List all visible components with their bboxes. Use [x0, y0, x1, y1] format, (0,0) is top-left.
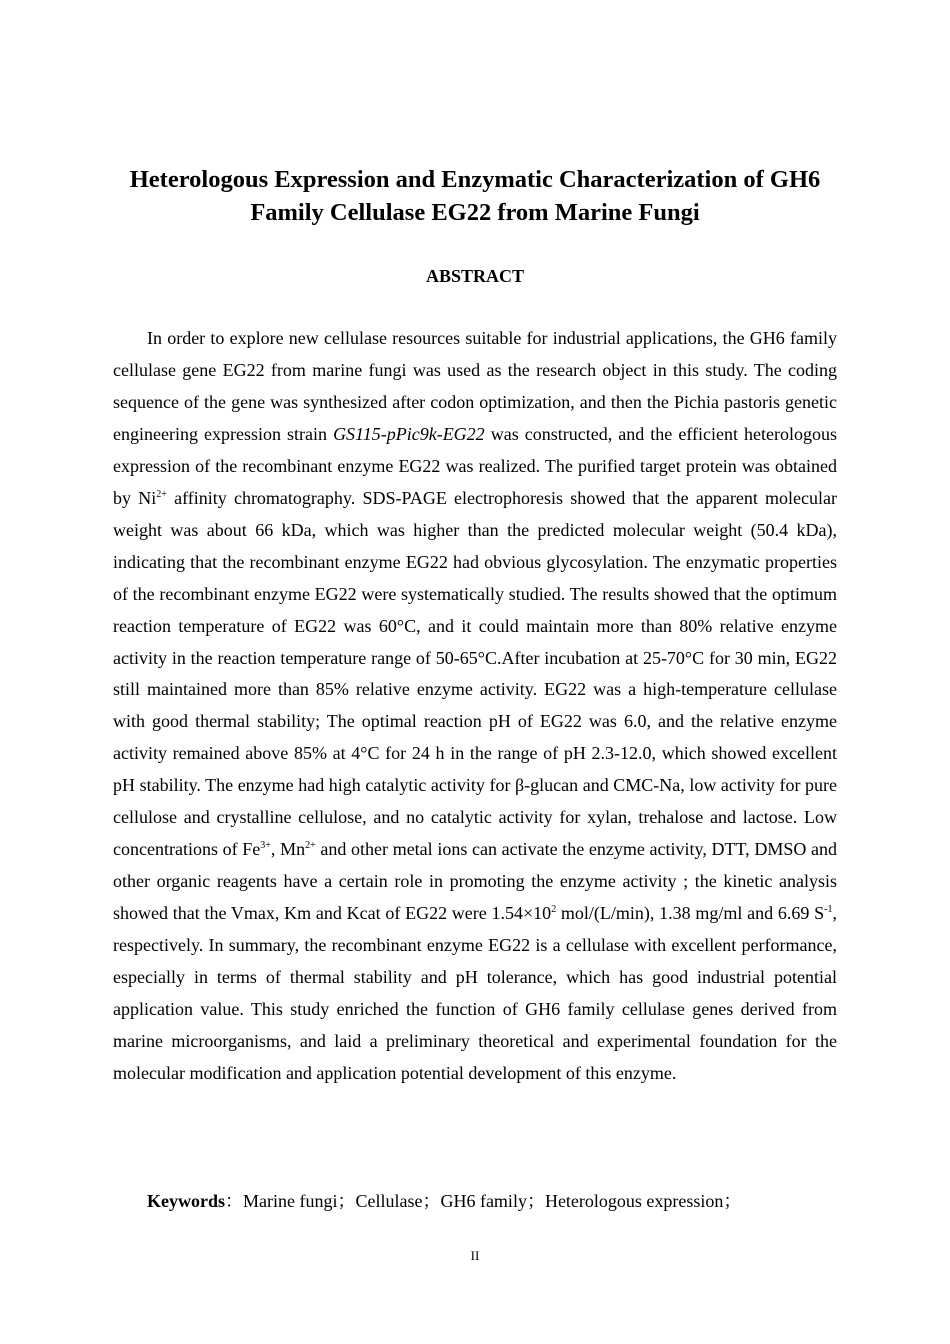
- abstract-text-7: , respectively. In summary, the recombinant enzyme EG22 is a cellulase with excellent performance, especially in terms of thermal stability and pH tolerance, which has good industrial potential application value. This study enriched the function of GH6 family cellulase genes derived from marine microorganisms, and laid a preliminary theoretical and experimental foundation for the molecular modification and application potential development of this enzyme.: [113, 903, 838, 1083]
- paper-title-line-1: Heterologous Expression and Enzymatic Characterization of GH6: [129, 166, 821, 193]
- keywords-line: [147, 1188, 847, 1214]
- paper-title-line-2: Family Cellulase EG22 from Marine Fungi: [250, 199, 700, 226]
- abstract-text-1: In order to explore new cellulase resources suitable for industrial applications, the GH6 family cellulase gene EG22 from marine fungi was used as the research object in this study. The coding sequence of the gene was synthesized after codon optimization, and then the Pichia pastoris genetic engineering expression strain: [113, 328, 837, 444]
- ni-charge-superscript: 2+: [156, 488, 167, 500]
- abstract-text-5: and other metal ions can activate the enzyme activity, DTT, DMSO and other organic reagents have a certain role in promoting the enzyme activity ; the kinetic analysis showed that the Vmax, Km and Kcat of EG22 were 1.54×10: [113, 839, 837, 924]
- mn-charge-superscript: 2+: [305, 840, 316, 852]
- keywords-label: Keywords: [147, 1191, 225, 1211]
- abstract-text-3: affinity chromatography. SDS-PAGE electrophoresis showed that the apparent molecular weight was about 66 kDa, which was higher than the predicted molecular weight (50.4 kDa), indicating that the recombinant enzyme EG22 had obvious glycosylation. The enzymatic properties of the recombinant enzyme EG22 were systematically studied. The results showed that the optimum reaction temperature of EG22 was 60°C, and it could maintain more than 80% relative enzyme activity in the reaction temperature range of 50-65°C.After incubation at 25-70°C for 30 min, EG22 still maintained more than 85% relative enzyme activity. EG22 was a high-temperature cellulase with good thermal stability; The optimal reaction pH of EG22 was 6.0, and the relative enzyme activity remained above 85% at 4°C for 24 h in the range of pH 2.3-12.0, which showed excellent pH stability. The enzyme had high catalytic activity for β-glucan and CMC-Na, low activity for pure cellulose and crystalline cellulose, and no catalytic activity for xylan, trehalose and lactose. Low concentrations of Fe: [113, 487, 837, 860]
- abstract-text-6: mol/(L/min), 1.38 mg/ml and 6.69 S: [556, 903, 825, 924]
- strain-name: GS115-pPic9k-EG22: [333, 423, 485, 444]
- abstract-paragraph: [113, 323, 837, 1090]
- unit-exponent-superscript: -1: [824, 904, 833, 916]
- fe-charge-superscript: 3+: [260, 840, 271, 852]
- abstract-text-4: , Mn: [270, 839, 306, 860]
- keywords-list: ：Marine fungi；Cellulase；GH6 family；Heterologous expression；: [225, 1191, 742, 1211]
- page-number: II: [470, 1248, 480, 1263]
- abstract-heading: ABSTRACT: [425, 266, 525, 286]
- exponent-superscript: 2: [551, 904, 557, 916]
- paper-title: [100, 163, 850, 229]
- abstract-text-2: was constructed, and the efficient heterologous expression of the recombinant enzyme EG22 was realized. The purified target protein was obtained by Ni: [113, 423, 837, 508]
